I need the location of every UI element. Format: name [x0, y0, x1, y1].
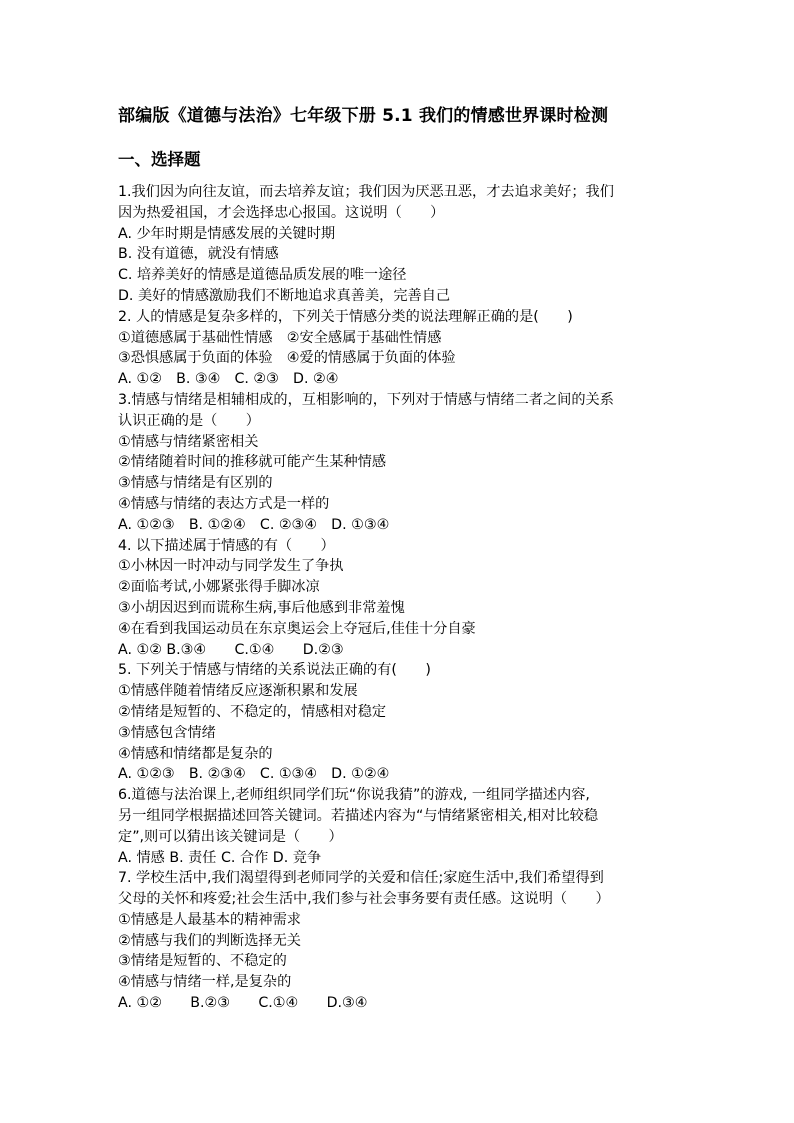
question-3-item-2: ②情绪随着时间的推移就可能产生某种情感: [118, 454, 387, 471]
question-5-stem: 5. 下列关于情感与情绪的关系说法正确的有( ): [118, 662, 431, 679]
question-7-item-2: ②情感与我们的判断选择无关: [118, 932, 301, 949]
question-1-line-2: 因为热爱祖国，才会选择忠心报国。这说明（ ）: [118, 204, 445, 221]
question-4-item-3: ③小胡因迟到而谎称生病,事后他感到非常羞愧: [118, 599, 405, 616]
question-7-item-4: ④情感与情绪一样,是复杂的: [118, 974, 292, 991]
question-3-item-3: ③情感与情绪是有区别的: [118, 475, 273, 492]
question-7-line-1: 7. 学校生活中,我们渴望得到老师同学的关爱和信任;家庭生活中,我们希望得到: [118, 870, 604, 887]
question-6-line-1: 6.道德与法治课上,老师组织同学们玩“你说我猜”的游戏, 一组同学描述内容,: [118, 787, 590, 804]
question-3-item-1: ①情感与情绪紧密相关: [118, 433, 259, 450]
question-1-option-c: C. 培养美好的情感是道德品质发展的唯一途径: [118, 267, 407, 284]
document-page: [118, 104, 678, 1014]
question-2-stem: 2. 人的情感是复杂多样的，下列关于情感分类的说法理解正确的是( ): [118, 308, 573, 325]
question-7-line-2: 父母的关怀和疼爱;社会生活中,我们参与社会事务要有责任感。这说明（ ）: [118, 891, 610, 908]
question-2-options: A. ①② B. ③④ C. ②③ D. ②④: [118, 371, 339, 388]
question-5-options: A. ①②③ B. ②③④ C. ①③④ D. ①②④: [118, 766, 390, 783]
question-7-options: A. ①② B.②③ C.①④ D.③④: [118, 995, 368, 1012]
question-1-option-b: B. 没有道德，就没有情感: [118, 246, 279, 263]
question-7-item-1: ①情感是人最基本的精神需求: [118, 911, 301, 928]
question-5-item-3: ③情感包含情绪: [118, 724, 216, 741]
question-body: [118, 182, 678, 1014]
question-5-item-4: ④情感和情绪都是复杂的: [118, 745, 273, 762]
question-4-stem: 4. 以下描述属于情感的有（ ）: [118, 537, 335, 554]
question-4-item-1: ①小林因一时冲动与同学发生了争执: [118, 558, 344, 575]
question-4-item-2: ②面临考试,小娜紧张得手脚冰凉: [118, 579, 320, 596]
document-title: 部编版《道德与法治》七年级下册 5.1 我们的情感世界课时检测: [118, 106, 609, 126]
question-3-item-4: ④情感与情绪的表达方式是一样的: [118, 495, 330, 512]
question-3-line-2: 认识正确的是（ ）: [118, 412, 260, 429]
question-6-line-2: 另一组同学根据描述回答关键词。若描述内容为“与情绪紧密相关,相对比较稳: [118, 807, 599, 824]
question-1-option-a: A. 少年时期是情感发展的关键时期: [118, 225, 336, 242]
question-3-line-1: 3.情感与情绪是相辅相成的，互相影响的，下列对于情感与情绪二者之间的关系: [118, 391, 614, 408]
question-5-item-1: ①情感伴随着情绪反应逐渐积累和发展: [118, 683, 358, 700]
question-1-option-d: D. 美好的情感激励我们不断地追求真善美，完善自己: [118, 287, 451, 304]
question-2-items-1: ①道德感属于基础性情感 ②安全感属于基础性情感: [118, 329, 442, 346]
question-6-options: A. 情感 B. 责任 C. 合作 D. 竞争: [118, 849, 322, 866]
question-6-line-3: 定”,则可以猜出该关键词是（ ）: [118, 828, 343, 845]
question-3-options: A. ①②③ B. ①②④ C. ②③④ D. ①③④: [118, 516, 390, 533]
question-2-items-2: ③恐惧感属于负面的体验 ④爱的情感属于负面的体验: [118, 350, 456, 367]
question-5-item-2: ②情绪是短暂的、不稳定的，情感相对稳定: [118, 703, 387, 720]
question-7-item-3: ③情绪是短暂的、不稳定的: [118, 953, 287, 970]
question-1-line-1: 1.我们因为向往友谊，而去培养友谊；我们因为厌恶丑恶，才去追求美好；我们: [118, 184, 614, 200]
question-4-item-4: ④在看到我国运动员在东京奥运会上夺冠后,佳佳十分自豪: [118, 620, 476, 637]
question-4-options: A. ①② B.③④ C.①④ D.②③: [118, 641, 344, 658]
section-title: 一、选择题: [118, 150, 201, 169]
